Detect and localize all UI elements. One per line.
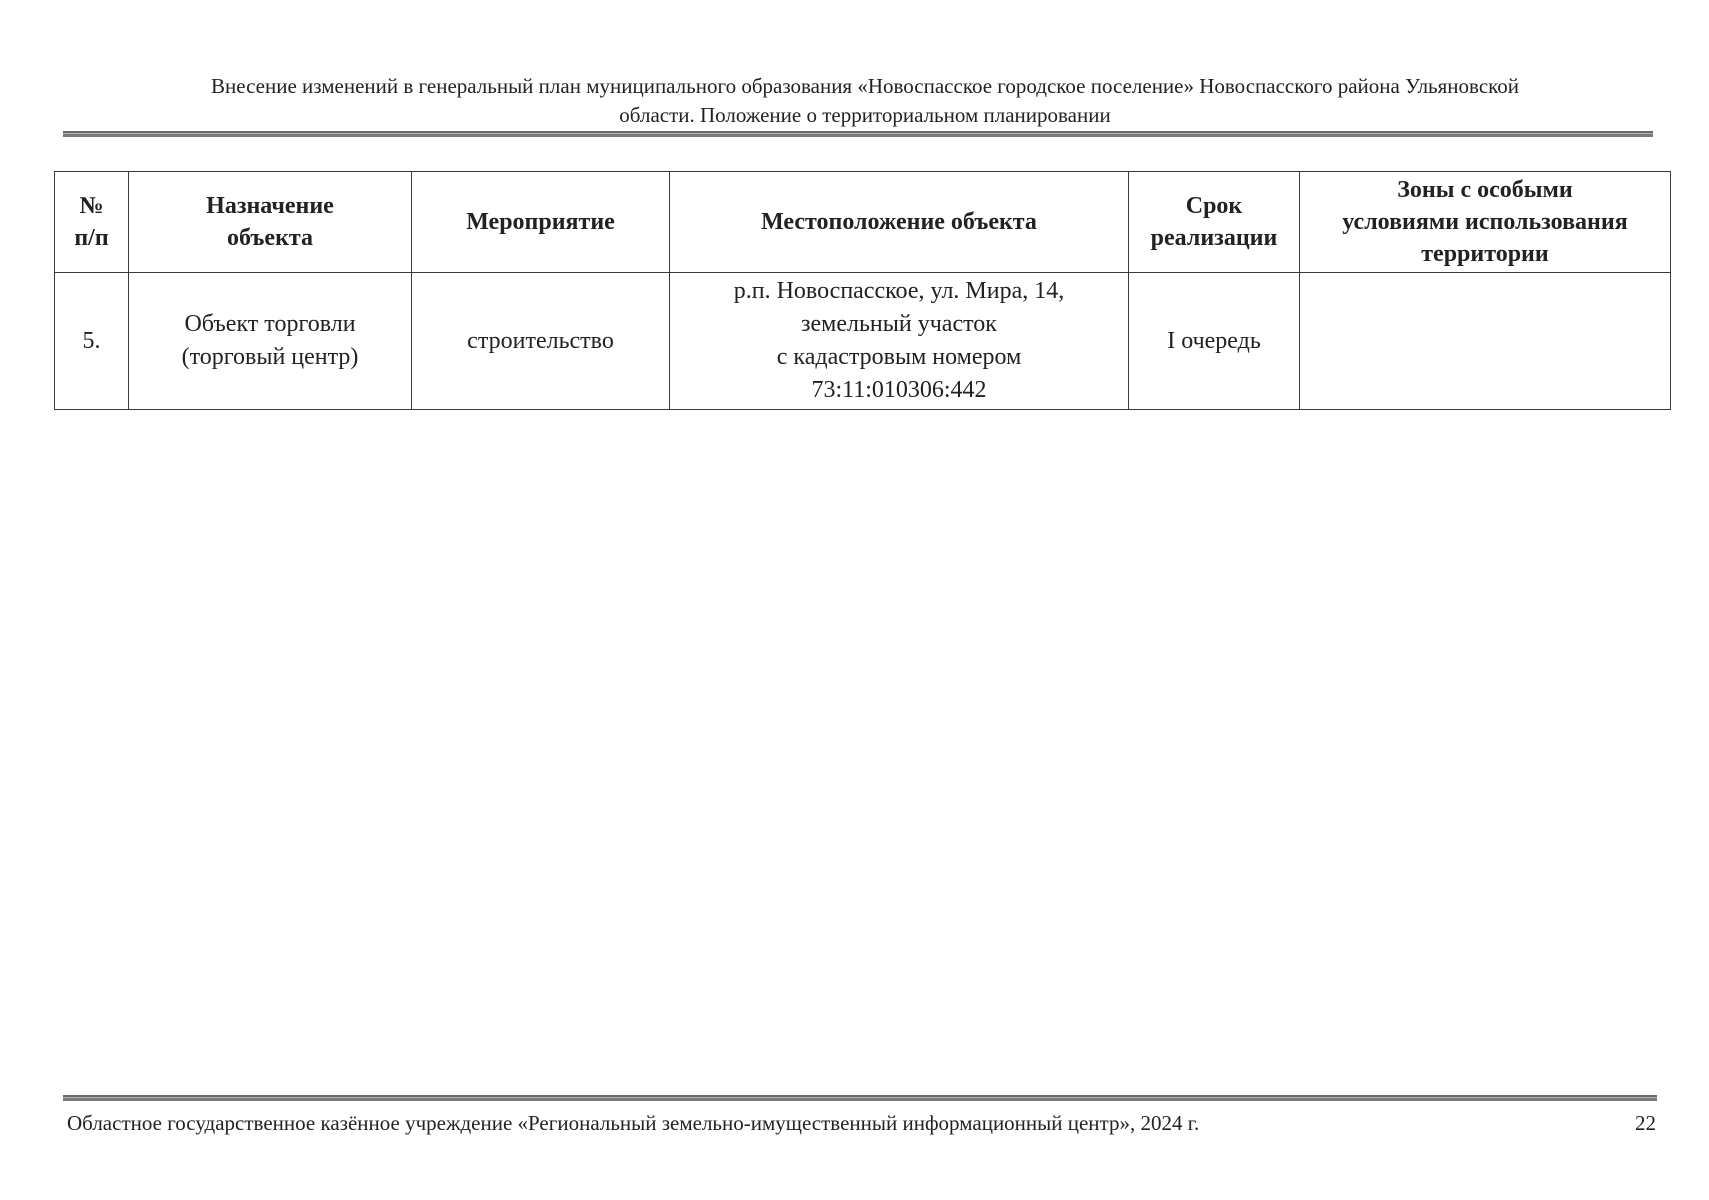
page-header-title [80, 72, 1650, 130]
header-divider [63, 131, 1653, 137]
page-number: 22 [1635, 1111, 1656, 1135]
cell-zones [1300, 273, 1671, 410]
column-header-measure: Мероприятие [412, 172, 670, 273]
column-header-number: № п/п [55, 172, 129, 273]
header-title-line-2: области. Положение о территориальном планировании [619, 103, 1111, 127]
cell-purpose: Объект торговли (торговый центр) [129, 273, 412, 410]
table-row [55, 273, 1671, 410]
planning-table-container [54, 171, 1670, 410]
cell-measure: строительство [412, 273, 670, 410]
table-header-row [55, 172, 1671, 273]
column-header-purpose: Назначение объекта [129, 172, 412, 273]
cell-term: I очередь [1129, 273, 1300, 410]
cell-location: р.п. Новоспасское, ул. Мира, 14, земельный участок с кадастровым номером 73:11:010306:442 [670, 273, 1129, 410]
footer-organization: Областное государственное казённое учреждение «Региональный земельно-имущественный информационный центр», 2024 г. [67, 1111, 1200, 1135]
column-header-zones: Зоны с особыми условиями использования территории [1300, 172, 1671, 273]
column-header-term: Срок реализации [1129, 172, 1300, 273]
column-header-location: Местоположение объекта [670, 172, 1129, 273]
planning-table [54, 171, 1671, 410]
cell-number: 5. [55, 273, 129, 410]
footer-divider [63, 1095, 1657, 1101]
header-title-line-1: Внесение изменений в генеральный план муниципального образования «Новоспасское городское поселение» Новоспасского района Ульяновской [210, 74, 1520, 98]
